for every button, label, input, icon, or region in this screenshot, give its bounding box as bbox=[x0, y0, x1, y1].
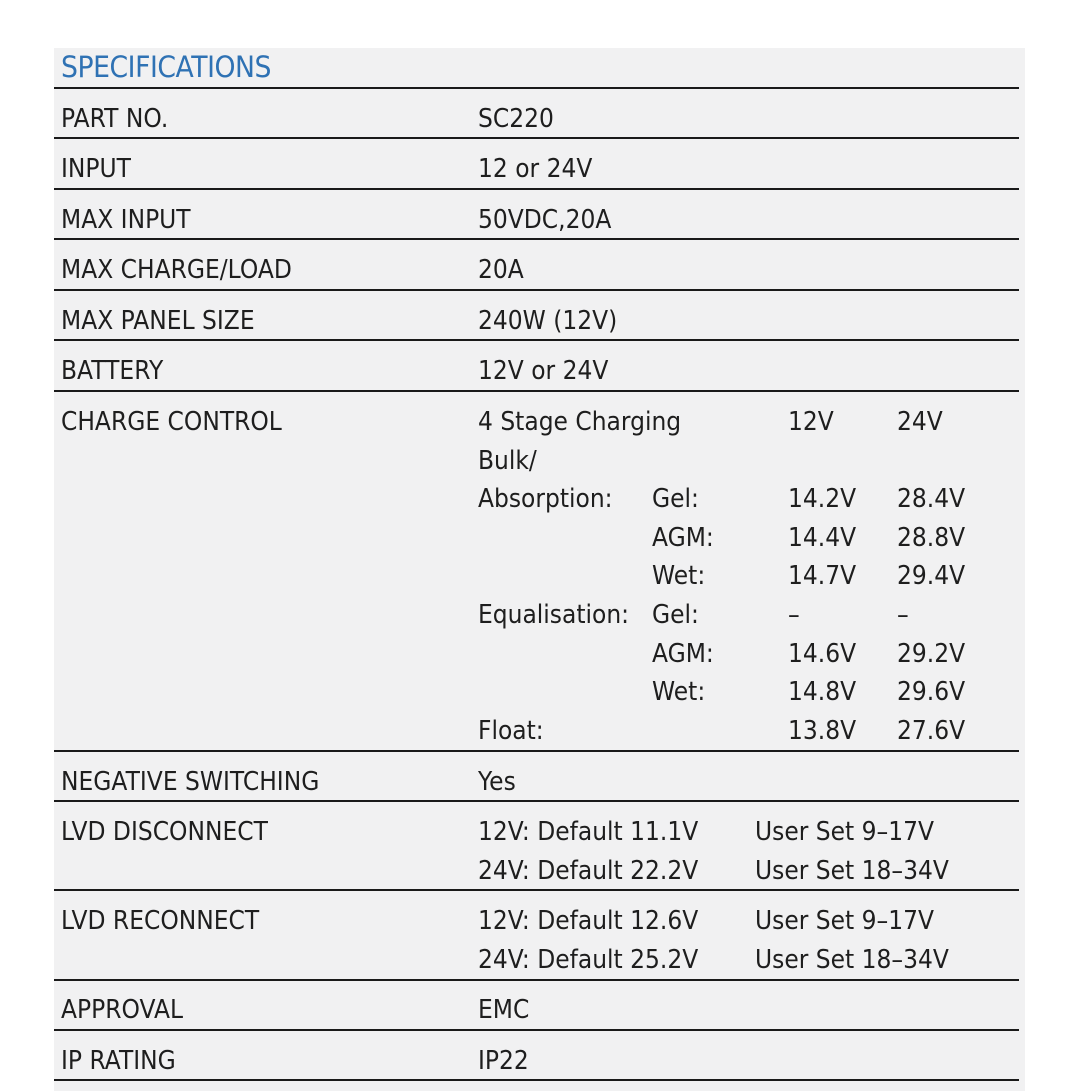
voltage-12v: – bbox=[788, 600, 800, 630]
specifications-panel bbox=[54, 48, 1025, 1091]
spec-label: INPUT bbox=[61, 154, 131, 184]
divider bbox=[54, 87, 1019, 89]
lvd-default: 24V: Default 22.2V bbox=[478, 856, 699, 886]
spec-label: CHARGE CONTROL bbox=[61, 407, 282, 437]
lvd-default: 12V: Default 11.1V bbox=[478, 817, 699, 847]
lvd-user-set: User Set 18–34V bbox=[755, 945, 949, 975]
spec-label: LVD RECONNECT bbox=[61, 906, 260, 936]
battery-type: Gel: bbox=[652, 484, 699, 514]
spec-value: 50VDC,20A bbox=[478, 205, 612, 235]
battery-type: Wet: bbox=[652, 561, 706, 591]
equalisation-label: Equalisation: bbox=[478, 600, 630, 630]
spec-value: 240W (12V) bbox=[478, 306, 618, 336]
lvd-default: 24V: Default 25.2V bbox=[478, 945, 699, 975]
voltage-12v: 14.2V bbox=[788, 484, 857, 514]
charge-heading: 4 Stage Charging bbox=[478, 407, 682, 437]
divider bbox=[54, 289, 1019, 291]
divider bbox=[54, 1029, 1019, 1031]
voltage-24v: 28.8V bbox=[897, 523, 966, 553]
divider bbox=[54, 390, 1019, 392]
voltage-24v: 29.6V bbox=[897, 677, 966, 707]
voltage-24v: 28.4V bbox=[897, 484, 966, 514]
battery-type: AGM: bbox=[652, 639, 714, 669]
spec-label: PART NO. bbox=[61, 104, 169, 134]
lvd-user-set: User Set 9–17V bbox=[755, 906, 935, 936]
lvd-user-set: User Set 9–17V bbox=[755, 817, 935, 847]
voltage-12v: 14.4V bbox=[788, 523, 857, 553]
spec-value: SC220 bbox=[478, 104, 554, 134]
voltage-12v: 14.8V bbox=[788, 677, 857, 707]
spec-label: BATTERY bbox=[61, 356, 164, 386]
spec-value: 12 or 24V bbox=[478, 154, 593, 184]
specifications-title: SPECIFICATIONS bbox=[61, 50, 272, 84]
voltage-24v: 27.6V bbox=[897, 716, 966, 746]
divider bbox=[54, 750, 1019, 752]
spec-value: Yes bbox=[478, 767, 516, 797]
spec-value: IP22 bbox=[478, 1046, 529, 1076]
spec-label: IP RATING bbox=[61, 1046, 176, 1076]
spec-label: NEGATIVE SWITCHING bbox=[61, 767, 320, 797]
lvd-user-set: User Set 18–34V bbox=[755, 856, 949, 886]
voltage-12v: 14.7V bbox=[788, 561, 857, 591]
bulk-label: Bulk/ bbox=[478, 446, 537, 476]
lvd-default: 12V: Default 12.6V bbox=[478, 906, 699, 936]
spec-value: EMC bbox=[478, 995, 530, 1025]
divider bbox=[54, 1079, 1019, 1081]
spec-label: MAX CHARGE/LOAD bbox=[61, 255, 292, 285]
divider bbox=[54, 979, 1019, 981]
battery-type: AGM: bbox=[652, 523, 714, 553]
spec-label: APPROVAL bbox=[61, 995, 184, 1025]
spec-label: MAX INPUT bbox=[61, 205, 191, 235]
battery-type: Gel: bbox=[652, 600, 699, 630]
voltage-24v: 29.2V bbox=[897, 639, 966, 669]
spec-label: MAX PANEL SIZE bbox=[61, 306, 255, 336]
float-label: Float: bbox=[478, 716, 544, 746]
spec-value: 12V or 24V bbox=[478, 356, 609, 386]
voltage-24v: 29.4V bbox=[897, 561, 966, 591]
voltage-24v: – bbox=[897, 600, 909, 630]
absorption-label: Absorption: bbox=[478, 484, 613, 514]
voltage-12v: 14.6V bbox=[788, 639, 857, 669]
battery-type: Wet: bbox=[652, 677, 706, 707]
column-24v: 24V bbox=[897, 407, 943, 437]
divider bbox=[54, 188, 1019, 190]
column-12v: 12V bbox=[788, 407, 834, 437]
voltage-12v: 13.8V bbox=[788, 716, 857, 746]
spec-value: 20A bbox=[478, 255, 524, 285]
spec-label: LVD DISCONNECT bbox=[61, 817, 268, 847]
